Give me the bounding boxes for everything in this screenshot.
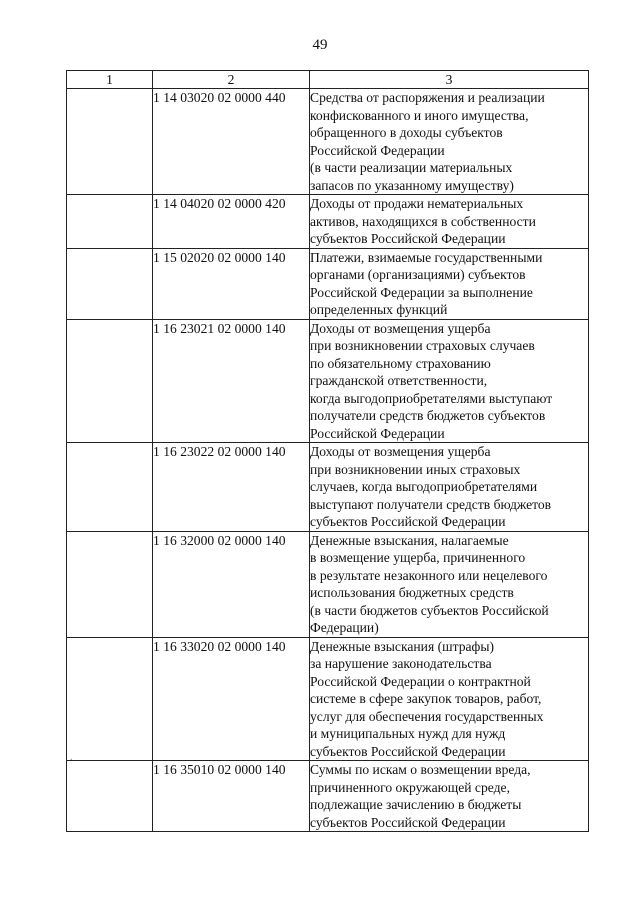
table-row xyxy=(67,761,589,832)
budget-code-cell: 1 14 03020 02 0000 440 xyxy=(153,89,310,195)
row-number-cell xyxy=(67,195,153,249)
budget-code-cell: 1 16 33020 02 0000 140 xyxy=(153,637,310,761)
row-number-cell xyxy=(67,761,153,832)
description-line: Доходы от продажи нематериальных xyxy=(310,196,524,211)
table-row xyxy=(67,195,589,249)
description-line: запасов по указанному имуществу) xyxy=(310,177,514,193)
description-cell xyxy=(310,89,589,195)
row-number-cell xyxy=(67,637,153,761)
description-cell xyxy=(310,531,589,637)
description-line: когда выгодоприобретателями выступают xyxy=(310,390,553,406)
description-cell xyxy=(310,319,589,443)
description-line: за нарушение законодательства xyxy=(310,656,492,671)
column-header-2: 2 xyxy=(153,71,310,89)
description-cell xyxy=(310,761,589,832)
table-row xyxy=(67,531,589,637)
table-row xyxy=(67,89,589,195)
budget-codes-table xyxy=(66,70,589,832)
column-header-1: 1 xyxy=(67,71,153,89)
description-line: получатели средств бюджетов субъектов xyxy=(310,408,546,423)
table-body xyxy=(67,89,589,832)
budget-code-cell: 1 16 35010 02 0000 140 xyxy=(153,761,310,832)
description-line: обращенного в доходы субъектов xyxy=(310,125,503,140)
description-line: субъектов Российской Федерации xyxy=(310,231,506,246)
description-line: Российской Федерации о контрактной xyxy=(310,673,531,689)
description-cell xyxy=(310,195,589,249)
row-number-cell xyxy=(67,319,153,443)
description-line: органами (организациями) субъектов xyxy=(310,267,526,282)
budget-code-cell: 1 16 23021 02 0000 140 xyxy=(153,319,310,443)
description-cell xyxy=(310,443,589,532)
description-line: Российской Федерации xyxy=(310,142,445,158)
page-number: 49 xyxy=(312,37,328,53)
budget-code-cell: 1 16 23022 02 0000 140 xyxy=(153,443,310,532)
description-line: системе в сфере закупок товаров, работ, xyxy=(310,691,542,706)
description-line: субъектов Российской Федерации xyxy=(310,814,506,830)
table-row xyxy=(67,319,589,443)
description-line: Российской Федерации за выполнение xyxy=(310,284,533,300)
description-line: в возмещение ущерба, причиненного xyxy=(310,550,526,565)
description-line: в результате незаконного или нецелевого xyxy=(310,567,548,583)
description-line: Доходы от возмещения ущерба xyxy=(310,320,491,336)
description-line: субъектов Российской Федерации xyxy=(310,514,506,529)
margin-mark: . xyxy=(70,752,73,763)
description-line: услуг для обеспечения государственных xyxy=(310,708,544,724)
description-line: субъектов Российской Федерации xyxy=(310,743,506,759)
description-cell xyxy=(310,248,589,319)
description-line: по обязательному страхованию xyxy=(310,355,491,371)
description-line: выступают получатели средств бюджетов xyxy=(310,496,552,512)
description-line: Федерации) xyxy=(310,620,379,635)
description-line: Платежи, взимаемые государственными xyxy=(310,249,543,265)
budget-code-cell: 1 16 32000 02 0000 140 xyxy=(153,531,310,637)
description-line: Российской Федерации xyxy=(310,425,445,441)
description-line: Суммы по искам о возмещении вреда, xyxy=(310,762,531,777)
description-line: подлежащие зачислению в бюджеты xyxy=(310,797,522,812)
description-line: гражданской ответственности, xyxy=(310,373,488,388)
description-line: и муниципальных нужд для нужд xyxy=(310,726,506,741)
description-line: случаев, когда выгодоприобретателями xyxy=(310,479,538,494)
description-line: использования бюджетных средств xyxy=(310,585,514,600)
table-row xyxy=(67,637,589,761)
column-header-3: 3 xyxy=(310,71,589,89)
budget-code-cell: 1 15 02020 02 0000 140 xyxy=(153,248,310,319)
table-row xyxy=(67,443,589,532)
row-number-cell xyxy=(67,443,153,532)
row-number-cell xyxy=(67,89,153,195)
description-line: активов, находящихся в собственности xyxy=(310,213,536,229)
description-line: Доходы от возмещения ущерба xyxy=(310,444,491,459)
description-line: (в части бюджетов субъектов Российской xyxy=(310,602,549,618)
description-line: при возникновении страховых случаев xyxy=(310,338,535,353)
row-number-cell xyxy=(67,248,153,319)
table-row xyxy=(67,248,589,319)
budget-code-cell: 1 14 04020 02 0000 420 xyxy=(153,195,310,249)
description-line: Денежные взыскания (штрафы) xyxy=(310,638,495,654)
table-header xyxy=(67,71,589,89)
row-number-cell xyxy=(67,531,153,637)
header-row xyxy=(67,71,589,89)
description-line: Денежные взыскания, налагаемые xyxy=(310,532,509,548)
description-line: при возникновении иных страховых xyxy=(310,461,521,477)
description-line: конфискованного и иного имущества, xyxy=(310,107,529,123)
description-line: определенных функций xyxy=(310,302,448,317)
description-line: (в части реализации материальных xyxy=(310,160,513,175)
description-cell xyxy=(310,637,589,761)
description-line: Средства от распоряжения и реализации xyxy=(310,90,545,105)
description-line: причиненного окружающей среде, xyxy=(310,779,510,795)
